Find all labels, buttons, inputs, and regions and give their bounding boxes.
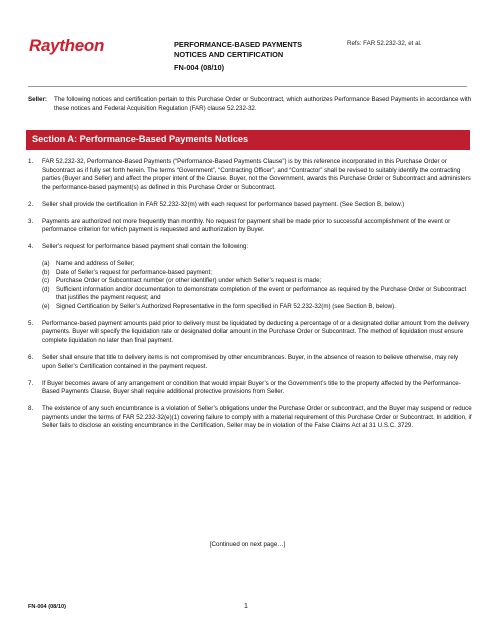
- notice-text: Payments are authorized not more frequently than monthly. No request for payment shall be made prior to successful accomplishment of the event or performance criterion for which payment is requested and authorization by Buyer.: [42, 217, 451, 234]
- form-id: FN-004 (08/10): [174, 63, 225, 73]
- notice-item-1: [28, 158, 472, 192]
- seller-notice: [28, 96, 472, 113]
- document-title: [174, 40, 344, 73]
- raytheon-logo: Raytheon: [29, 36, 105, 55]
- notice-item-2: [28, 201, 472, 210]
- sub-letter: (b): [42, 268, 50, 276]
- sub-text: Sufficient information and/or documentation to demonstrate completion of the event or performance as required by the Purchase Order or Subcontract that justifies the payment request; and: [56, 285, 467, 302]
- notice-number: 1.: [28, 158, 34, 165]
- notice-item-4: [28, 243, 472, 311]
- notice-text: Seller shall ensure that title to delivery items is not compromised by other encumbrances. Buyer, in the absence of reason to believe otherwise, may rely upon Seller’s Certification contained in the payment request.: [42, 354, 459, 370]
- sub-text: Signed Certification by Seller’s Authorized Representative in the form specified in FAR 52.232-32(m) (see Section B, below).: [56, 302, 396, 310]
- sub-letter: (c): [42, 277, 50, 285]
- sub-item-a: [42, 260, 472, 269]
- section-a-title: Section A: Performance-Based Payments Notices: [32, 134, 249, 144]
- title-line-1: PERFORMANCE-BASED PAYMENTS: [174, 40, 303, 49]
- sub-item-d: [42, 286, 472, 303]
- payment-request-contents: [42, 260, 472, 311]
- notice-number: 5.: [28, 319, 34, 327]
- notice-item-3: [28, 218, 472, 235]
- sub-letter: (d): [42, 285, 50, 293]
- sub-text: Date of Seller’s request for performance-based payment;: [56, 268, 212, 276]
- notice-text: The existence of any such encumbrance is a violation of Seller’s obligations under the Purchase Order or subcontract, and the Buyer may suspend or reduce payments under the terms of FAR 52.232-32(e)(1) covering failure to comply with a material requirement of this Purchase Order or Subcontract. In addition, if Seller fails to disclose an existing encumbrance in the Certification, Seller may be in violation of the False Claims Act at 31 U.S.C. 3729.: [42, 405, 472, 430]
- notice-text: Performance-based payment amounts paid prior to delivery must be liquidated by deducting a percentage of or a designated dollar amount from the delivery payments. Buyer will specify the liquidation rate or designated dollar amount in the Purchase Order or Subcontract. The method of liquidation must ensure complete liquidation no later than final payment.: [42, 319, 470, 344]
- notice-item-7: [28, 380, 472, 397]
- sub-letter: (e): [42, 302, 50, 310]
- notice-number: 3.: [28, 217, 34, 225]
- notices-list: [28, 158, 472, 439]
- sub-letter: (a): [42, 260, 50, 268]
- sub-text: Purchase Order or Subcontract number (or other identifier) under which Seller’s request is made;: [56, 277, 322, 285]
- notice-number: 8.: [28, 405, 34, 413]
- section-a-header: [26, 130, 470, 150]
- title-line-2: NOTICES AND CERTIFICATION: [174, 49, 284, 59]
- notice-number: 2.: [28, 200, 34, 208]
- footer-form-id: FN-004 (08/10): [28, 604, 66, 610]
- continued-note: [Continued on next page…]: [209, 541, 286, 548]
- sub-item-c: [42, 277, 472, 286]
- sub-item-e: [42, 303, 472, 312]
- notice-number: 4.: [28, 243, 34, 251]
- notice-text: FAR 52.232-32, Performance-Based Payments (“Performance-Based Payments Clause”) is by this reference incorporated in this Purchase Order or Subcontract as if fully set forth herein. The terms “Government”, “Contracting Officer”, and “Contractor” shall be revised to suitably identify the contracting parties (Buyer and Seller) and affect the proper intent of the Clause. Buyer, not the Government, awards this Purchase Order or Subcontract and administers the performance-based payment(s) as defined in this Purchase Order or Subcontract.: [42, 158, 471, 191]
- notice-item-8: [28, 405, 472, 431]
- sub-item-b: [42, 269, 472, 278]
- seller-label: Seller:: [28, 96, 47, 103]
- notice-number: 6.: [28, 354, 34, 362]
- notice-text: Seller’s request for performance based payment shall contain the following:: [42, 243, 249, 251]
- notice-item-5: [28, 320, 472, 346]
- notice-text: Seller shall provide the certification in FAR 52.232-32(m) with each request for performance based payment. (See Section B, below.): [42, 200, 405, 208]
- seller-text: The following notices and certification pertain to this Purchase Order or Subcontract, which authorizes Performance Based Payments in accordance with these notices and Federal Acquisition Regulation (FAR) clause 52.232-32.: [54, 96, 472, 112]
- references: Refs: FAR 52.232-32, et al.: [347, 40, 422, 47]
- notice-number: 7.: [28, 379, 34, 387]
- sub-text: Name and address of Seller;: [56, 260, 135, 268]
- notice-item-6: [28, 354, 472, 371]
- header-divider: [28, 86, 467, 87]
- notice-text: If Buyer becomes aware of any arrangement or condition that would impair Buyer’s or the Government’s title to the property affected by the Performance-Based Payments Clause, Buyer shall require additional protective provisions from Seller.: [42, 379, 461, 396]
- page-number: 1: [244, 603, 248, 610]
